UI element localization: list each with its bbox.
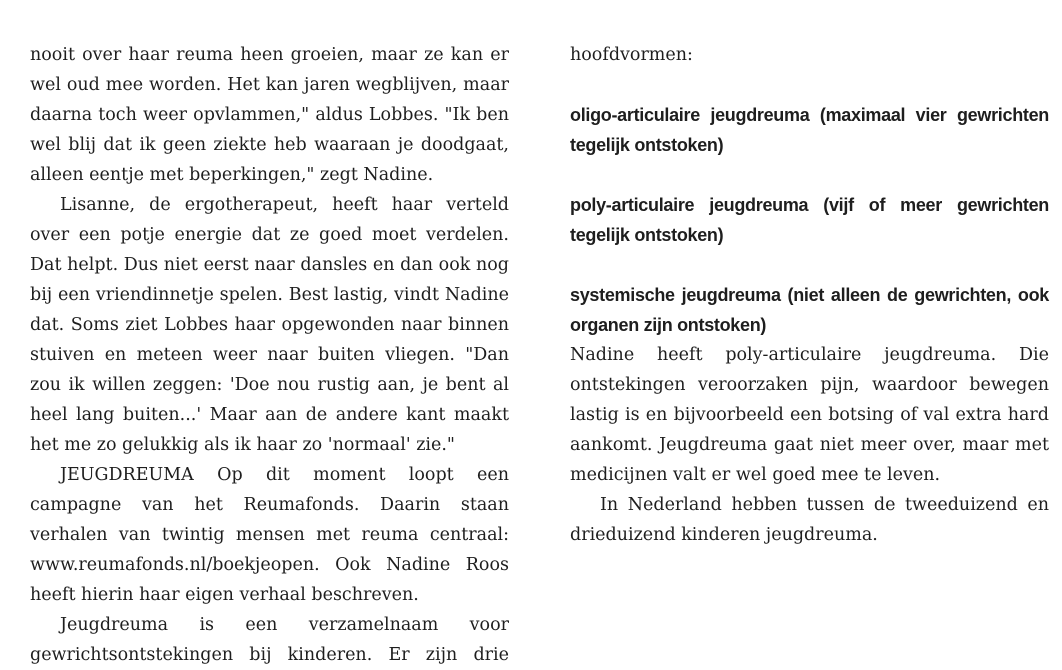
body-paragraph: Nadine heeft poly-articulaire jeugdreuma. Die ontstekingen veroorzaken pijn, waardoor bewegen lastig is en bijvoorbeeld een botsing of val extra hard aankomt. Jeugdreuma gaat niet meer over, maar met medicijnen valt er wel goed mee te leven. (570, 345, 1049, 485)
body-paragraph: Jeugdreuma is een verzamelnaam voor gewrichtsontstekingen bij kinderen. Er zijn drie (30, 615, 509, 665)
article-left-column (30, 40, 509, 670)
spacer (570, 250, 1049, 280)
spacer (570, 70, 1049, 100)
body-paragraph: nooit over haar reuma heen groeien, maar ze kan er wel oud mee worden. Het kan jaren wegblijven, maar daarna toch weer opvlammen," aldus Lobbes. "Ik ben wel blij dat ik geen ziekte heb waaraan je doodgaat, alleen eentje met beperkingen," zegt Nadine. (30, 45, 509, 185)
body-paragraph: JEUGDREUMA Op dit moment loopt een campagne van het Reumafonds. Daarin staan verhalen van twintig mensen met reuma centraal: www.reumafonds.nl/boekjeopen. Ook Nadine Roos heeft hierin haar eigen verhaal beschreven. (30, 465, 509, 605)
body-paragraph: Lisanne, de ergotherapeut, heeft haar verteld over een potje energie dat ze goed moet verdelen. Dat helpt. Dus niet eerst naar dansles en dan ook nog bij een vriendinnetje spelen. Best lastig, vindt Nadine dat. Soms ziet Lobbes haar opgewonden naar binnen stuiven en meteen weer naar buiten vliegen. "Dan zou ik willen zeggen: 'Doe nou rustig aan, je bent al heel lang buiten...' Maar aan de andere kant maakt het me zo gelukkig als ik haar zo 'normaal' zie." (30, 195, 509, 455)
body-paragraph: In Nederland hebben tussen de tweeduizend en drieduizend kinderen jeugdreuma. (570, 495, 1049, 545)
form-heading-oligo: oligo-articulaire jeugdreuma (maximaal vier gewrichten tegelijk ontstoken) (570, 105, 1049, 155)
form-heading-systemic: systemische jeugdreuma (niet alleen de gewrichten, ook organen zijn ontstoken) (570, 285, 1049, 335)
form-heading-poly: poly-articulaire jeugdreuma (vijf of meer gewrichten tegelijk ontstoken) (570, 195, 1049, 245)
body-paragraph: hoofdvormen: (570, 45, 693, 65)
article-right-column (570, 40, 1049, 550)
spacer (570, 160, 1049, 190)
